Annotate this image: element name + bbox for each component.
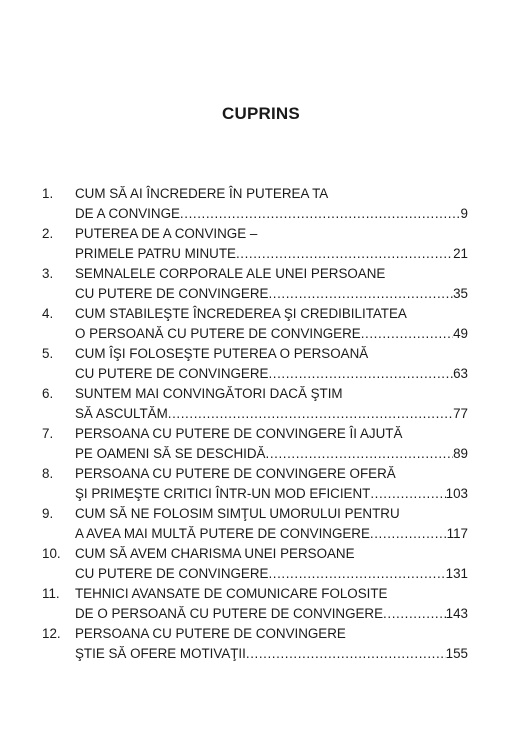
entry-number: 3. xyxy=(42,266,54,281)
toc-entry xyxy=(42,624,468,664)
entry-title-line2: SĂ ASCULTĂM xyxy=(75,406,168,421)
page-number: 117 xyxy=(446,526,468,541)
page-number: 143 xyxy=(445,606,468,621)
entry-title-line1: CUM SĂ NE FOLOSIM SIMŢUL UMORULUI PENTRU xyxy=(75,506,400,521)
toc-entry xyxy=(42,224,468,264)
entry-title-line1: TEHNICI AVANSATE DE COMUNICARE FOLOSITE xyxy=(75,586,388,601)
toc-entry xyxy=(42,544,468,584)
dot-leader xyxy=(266,444,454,464)
entry-title-line2: ŞTIE SĂ OFERE MOTIVAŢII xyxy=(75,646,246,661)
page-number: 155 xyxy=(445,646,468,661)
dot-leader xyxy=(268,284,453,304)
page-number: 49 xyxy=(453,326,468,341)
entry-title-line2: PE OAMENI SĂ SE DESCHIDĂ xyxy=(75,446,266,461)
entry-title-line1: PERSOANA CU PUTERE DE CONVINGERE ÎI AJUTĂ xyxy=(75,426,403,441)
page-number: 35 xyxy=(453,286,468,301)
page-title: CUPRINS xyxy=(222,104,300,123)
entry-title-line2: ŞI PRIMEŞTE CRITICI ÎNTR-UN MOD EFICIENT xyxy=(75,486,371,501)
entry-number: 6. xyxy=(42,386,54,401)
toc-entry xyxy=(42,384,468,424)
entry-title-line2: CU PUTERE DE CONVINGERE xyxy=(75,566,269,581)
entry-number: 9. xyxy=(42,506,54,521)
dot-leader xyxy=(180,204,461,224)
dot-leader xyxy=(268,564,445,584)
page-number: 77 xyxy=(453,406,468,421)
toc-entry xyxy=(42,344,468,384)
entry-number: 8. xyxy=(42,466,54,481)
dot-leader xyxy=(370,524,447,544)
dot-leader xyxy=(246,644,446,664)
page-number: 131 xyxy=(445,566,468,581)
toc-entry xyxy=(42,424,468,464)
toc-entry xyxy=(42,264,468,304)
dot-leader xyxy=(361,324,453,344)
entry-title-line2: DE O PERSOANĂ CU PUTERE DE CONVINGERE xyxy=(75,606,384,621)
entry-title-line1: SUNTEM MAI CONVINGĂTORI DACĂ ŞTIM xyxy=(75,386,343,401)
entry-number: 12. xyxy=(42,626,61,641)
entry-number: 7. xyxy=(42,426,54,441)
toc-entry xyxy=(42,304,468,344)
dot-leader xyxy=(236,244,453,264)
page-number: 9 xyxy=(460,206,468,221)
entry-number: 2. xyxy=(42,226,54,241)
entry-title-line1: SEMNALELE CORPORALE ALE UNEI PERSOANE xyxy=(75,266,386,281)
entry-title-line1: CUM SĂ AVEM CHARISMA UNEI PERSOANE xyxy=(75,546,355,561)
dot-leader xyxy=(383,604,446,624)
page-number: 103 xyxy=(445,486,468,501)
page-number: 63 xyxy=(453,366,468,381)
toc-entry xyxy=(42,464,468,504)
entry-title-line1: CUM STABILEŞTE ÎNCREDEREA ŞI CREDIBILITATEA xyxy=(75,306,407,321)
page-number: 21 xyxy=(453,246,468,261)
toc-entry xyxy=(42,504,468,544)
entry-title-line2: CU PUTERE DE CONVINGERE xyxy=(75,366,269,381)
entry-title-line2: PRIMELE PATRU MINUTE xyxy=(75,246,236,261)
entry-title-line1: CUM ÎŞI FOLOSEŞTE PUTEREA O PERSOANĂ xyxy=(75,346,369,361)
table-of-contents xyxy=(42,184,468,664)
entry-number: 1. xyxy=(42,186,54,201)
dot-leader xyxy=(268,364,453,384)
dot-leader xyxy=(168,404,453,424)
entry-title-line2: O PERSOANĂ CU PUTERE DE CONVINGERE xyxy=(75,326,361,341)
entry-title-line1: PERSOANA CU PUTERE DE CONVINGERE OFERĂ xyxy=(75,466,396,481)
entry-number: 11. xyxy=(42,586,60,601)
entry-title-line1: PERSOANA CU PUTERE DE CONVINGERE xyxy=(75,626,346,641)
entry-title-line2: A AVEA MAI MULTĂ PUTERE DE CONVINGERE xyxy=(75,526,370,541)
entry-number: 10. xyxy=(42,546,61,561)
entry-number: 4. xyxy=(42,306,54,321)
toc-entry xyxy=(42,584,468,624)
entry-number: 5. xyxy=(42,346,54,361)
entry-title-line1: CUM SĂ AI ÎNCREDERE ÎN PUTEREA TA xyxy=(75,186,329,201)
dot-leader xyxy=(370,484,445,504)
entry-title-line2: CU PUTERE DE CONVINGERE xyxy=(75,286,269,301)
entry-title-line1: PUTEREA DE A CONVINGE – xyxy=(75,226,258,241)
entry-title-line2: DE A CONVINGE xyxy=(75,206,180,221)
page-number: 89 xyxy=(453,446,468,461)
toc-entry xyxy=(42,184,468,224)
